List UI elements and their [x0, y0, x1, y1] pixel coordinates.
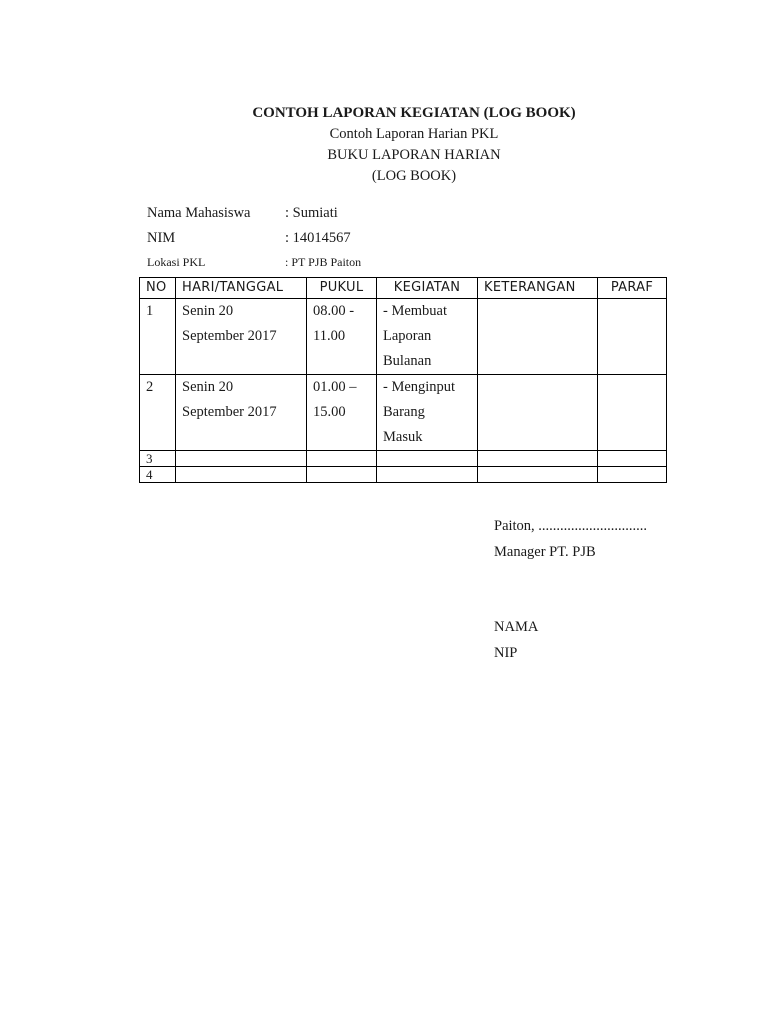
- row-activity: [377, 299, 478, 375]
- row-date: [176, 375, 307, 451]
- row-no: 1: [140, 299, 176, 375]
- header-activity: KEGIATAN: [377, 278, 478, 299]
- header-note: KETERANGAN: [478, 278, 598, 299]
- table-row: [140, 467, 667, 483]
- document-title: CONTOH LAPORAN KEGIATAN (LOG BOOK): [252, 105, 576, 121]
- header-date: HARI/TANGGAL: [176, 278, 307, 299]
- row-date: [176, 451, 307, 467]
- row-time: [307, 451, 377, 467]
- header-sign: PARAF: [598, 278, 667, 299]
- document-subtitle: Contoh Laporan Harian PKL: [329, 126, 499, 142]
- row-activity: [377, 451, 478, 467]
- header-time: PUKUL: [307, 278, 377, 299]
- book-title: BUKU LAPORAN HARIAN: [327, 147, 501, 163]
- title-block: [0, 103, 768, 187]
- table-header-row: [140, 278, 667, 299]
- row-no: 4: [140, 467, 176, 483]
- row-date-line: September 2017: [182, 404, 277, 420]
- row-date-line: Senin 20: [182, 303, 234, 319]
- table-row: [140, 451, 667, 467]
- row-sign: [598, 375, 667, 451]
- book-subtitle: (LOG BOOK): [371, 168, 457, 184]
- row-no: 3: [140, 451, 176, 467]
- row-time: [307, 375, 377, 451]
- student-name-label: Nama Mahasiswa: [147, 205, 251, 221]
- row-note: [478, 375, 598, 451]
- row-activity: [377, 467, 478, 483]
- row-time-line: 11.00: [313, 328, 346, 344]
- row-date: [176, 299, 307, 375]
- row-activity-line: - Membuat: [383, 303, 448, 319]
- row-note: [478, 451, 598, 467]
- row-activity: [377, 375, 478, 451]
- nim-value: : 14014567: [285, 230, 351, 246]
- signer-position: Manager PT. PJB: [494, 544, 596, 560]
- student-name-value: : Sumiati: [285, 205, 338, 221]
- nim-label: NIM: [147, 230, 176, 246]
- log-table: [139, 277, 667, 483]
- signer-name: NAMA: [494, 619, 539, 635]
- row-time: [307, 299, 377, 375]
- table-row: [140, 375, 667, 451]
- row-activity-line: - Menginput: [383, 379, 456, 395]
- row-sign: [598, 451, 667, 467]
- row-time-line: 15.00: [313, 404, 346, 420]
- row-activity-line: Bulanan: [383, 353, 432, 369]
- row-activity-line: Masuk: [383, 429, 423, 445]
- row-time: [307, 467, 377, 483]
- row-activity-line: Laporan: [383, 328, 432, 344]
- row-time-line: 01.00 –: [313, 379, 357, 395]
- row-sign: [598, 467, 667, 483]
- location-label: Lokasi PKL: [147, 255, 206, 269]
- row-date-line: September 2017: [182, 328, 277, 344]
- row-date: [176, 467, 307, 483]
- place-date: Paiton, ..............................: [494, 518, 648, 534]
- row-time-line: 08.00 -: [313, 303, 355, 319]
- row-no: 2: [140, 375, 176, 451]
- row-note: [478, 299, 598, 375]
- row-note: [478, 467, 598, 483]
- row-date-line: Senin 20: [182, 379, 234, 395]
- header-no: NO: [140, 278, 176, 299]
- row-activity-line: Barang: [383, 404, 425, 420]
- location-value: : PT PJB Paiton: [285, 255, 362, 269]
- signer-nip: NIP: [494, 645, 518, 661]
- row-sign: [598, 299, 667, 375]
- table-row: [140, 299, 667, 375]
